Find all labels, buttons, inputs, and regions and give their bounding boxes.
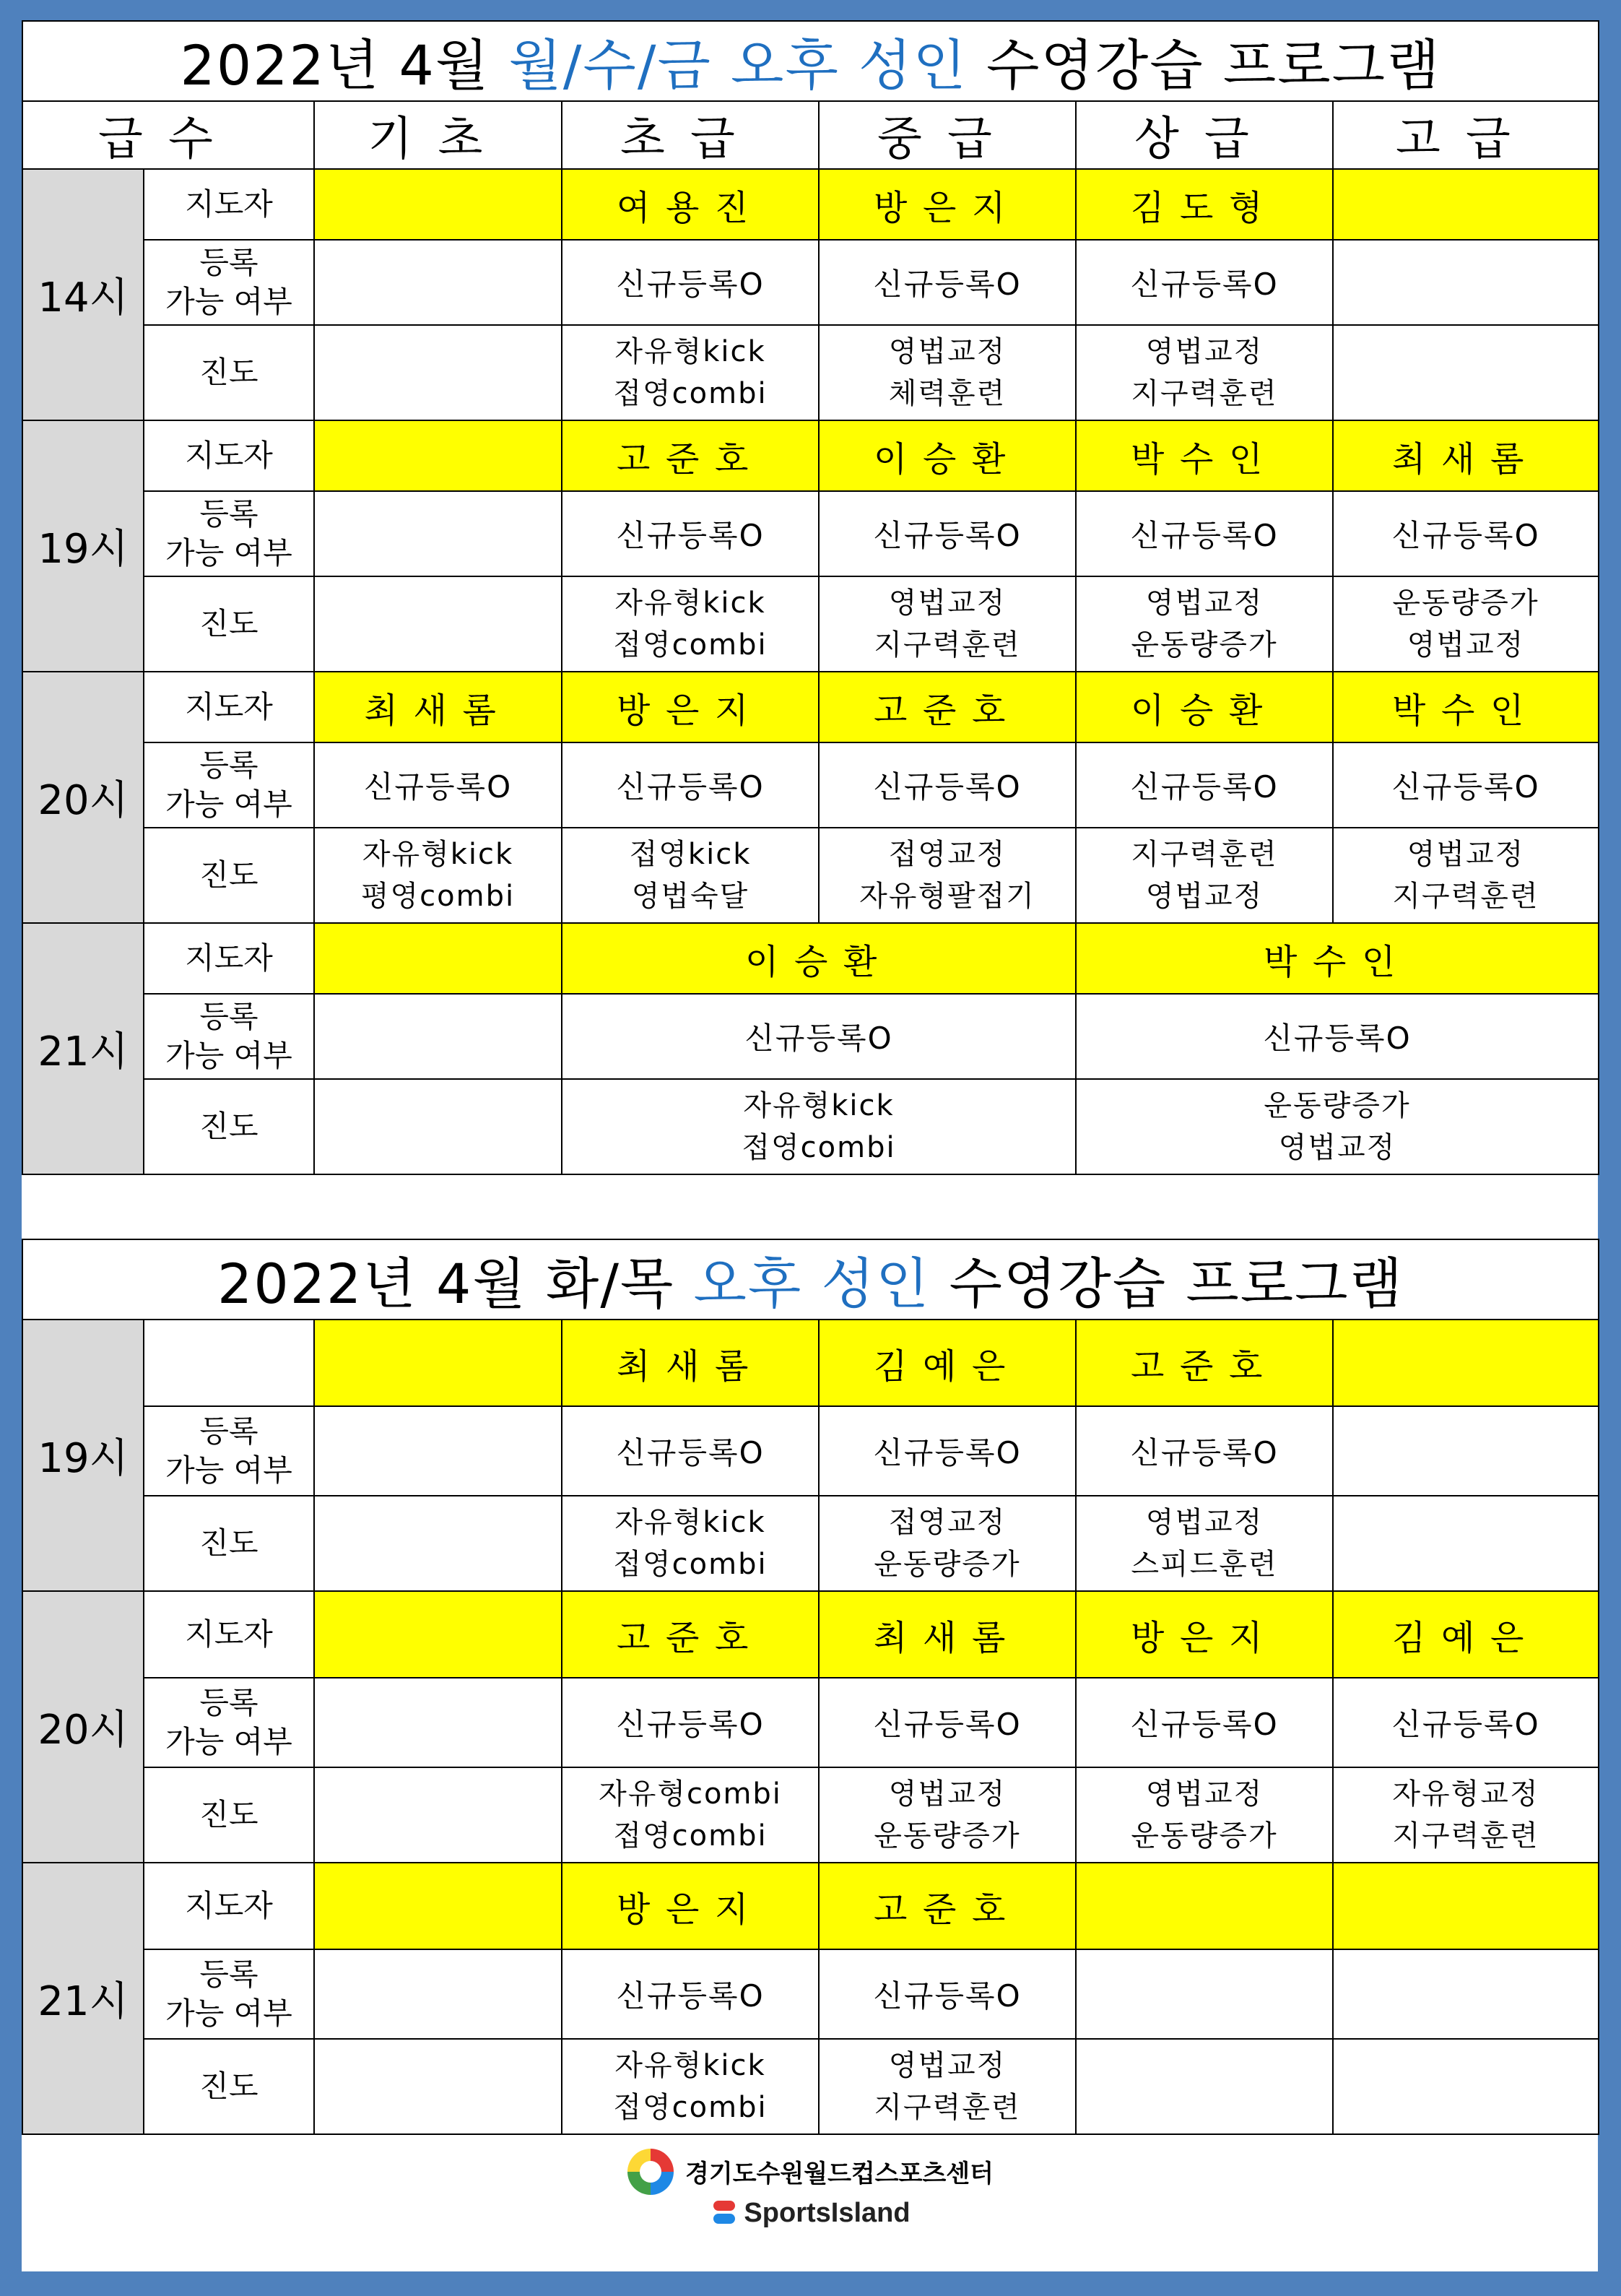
progress-cell: 자유형kick 접영combi: [562, 325, 819, 420]
progress-label: 진도: [144, 1496, 314, 1591]
registration-cell: 신규등록O: [562, 491, 819, 576]
progress-cell: 지구력훈련 영법교정: [1076, 828, 1333, 923]
section-spacer: [22, 1174, 1599, 1239]
registration-cell: [1076, 1949, 1333, 2039]
registration-cell: 신규등록O: [1076, 742, 1333, 828]
leader-cell: [314, 1591, 562, 1678]
registration-cell: 신규등록O: [1333, 742, 1599, 828]
progress-cell: [314, 1079, 562, 1174]
mwf-14-progress-row: [22, 325, 1599, 420]
tt-21-reg-row: [22, 1949, 1599, 2039]
header-upper: 상급: [1076, 101, 1333, 169]
leader-cell: 고준호: [819, 1863, 1076, 1949]
progress-cell: 자유형kick 접영combi: [562, 2039, 819, 2134]
registration-cell: 신규등록O: [819, 742, 1076, 828]
leader-cell: [314, 1320, 562, 1406]
progress-cell: [314, 1496, 562, 1591]
progress-cell: [314, 2039, 562, 2134]
schedule-sheet: [22, 20, 1598, 2271]
registration-cell: [314, 1678, 562, 1767]
level-header-row: [22, 101, 1599, 169]
registration-label: 등록 가능 여부: [144, 1949, 314, 2039]
progress-cell: 접영교정 자유형팔접기: [819, 828, 1076, 923]
mwf-19-reg-row: [22, 491, 1599, 576]
registration-cell: 신규등록O: [1076, 994, 1599, 1079]
leader-cell: 김예은: [819, 1320, 1076, 1406]
tt-20-progress-row: [22, 1767, 1599, 1863]
progress-label: 진도: [144, 828, 314, 923]
leader-cell: 최새롬: [314, 672, 562, 742]
registration-cell: [314, 1949, 562, 2039]
tt-title: [22, 1239, 1599, 1320]
registration-cell: 신규등록O: [819, 1678, 1076, 1767]
tt-title-suffix: 수영강습 프로그램: [930, 1252, 1404, 1316]
leader-cell: 이승환: [819, 420, 1076, 491]
registration-cell: 신규등록O: [819, 491, 1076, 576]
progress-cell: 접영교정 운동량증가: [819, 1496, 1076, 1591]
registration-cell: [314, 994, 562, 1079]
registration-cell: 신규등록O: [1076, 491, 1333, 576]
progress-cell: 자유형kick 접영combi: [562, 1079, 1076, 1174]
progress-cell: [1333, 2039, 1599, 2134]
leader-cell: 고준호: [1076, 1320, 1333, 1406]
leader-cell: 최새롬: [1333, 420, 1599, 491]
progress-cell: [314, 576, 562, 672]
tt-20-leader-row: [22, 1591, 1599, 1678]
progress-cell: [1333, 325, 1599, 420]
progress-label: 진도: [144, 1079, 314, 1174]
schedule-table: [22, 20, 1599, 2237]
sports-island-mark-icon: [710, 2199, 738, 2227]
progress-cell: 영법교정 운동량증가: [819, 1767, 1076, 1863]
registration-cell: 신규등록O: [819, 240, 1076, 325]
tt-19-progress-row: [22, 1496, 1599, 1591]
leader-cell: [1333, 1863, 1599, 1949]
registration-cell: 신규등록O: [562, 1678, 819, 1767]
progress-cell: [314, 325, 562, 420]
leader-cell: [314, 169, 562, 240]
mwf-14-leader-row: [22, 169, 1599, 240]
progress-cell: 운동량증가 영법교정: [1076, 1079, 1599, 1174]
time-slot: 21시: [22, 923, 144, 1174]
progress-cell: 자유형교정 지구력훈련: [1333, 1767, 1599, 1863]
header-level: 급수: [22, 101, 314, 169]
registration-cell: 신규등록O: [562, 240, 819, 325]
leader-cell: [1076, 1863, 1333, 1949]
registration-label: 등록 가능 여부: [144, 491, 314, 576]
leader-cell: [1333, 169, 1599, 240]
mwf-21-progress-row: [22, 1079, 1599, 1174]
time-slot: 19시: [22, 1320, 144, 1591]
registration-cell: 신규등록O: [562, 742, 819, 828]
leader-label: 지도자: [144, 420, 314, 491]
registration-cell: 신규등록O: [1076, 240, 1333, 325]
leader-label: [144, 1320, 314, 1406]
progress-cell: 영법교정 운동량증가: [1076, 576, 1333, 672]
registration-cell: 신규등록O: [1333, 491, 1599, 576]
time-slot: 20시: [22, 672, 144, 923]
registration-label: 등록 가능 여부: [144, 742, 314, 828]
progress-label: 진도: [144, 576, 314, 672]
mwf-title-highlight: 월/수/금 오후 성인: [508, 33, 968, 98]
time-slot: 21시: [22, 1863, 144, 2134]
mwf-title-prefix: 2022년 4월: [180, 33, 509, 98]
progress-cell: 영법교정 체력훈련: [819, 325, 1076, 420]
world-cup-ball-icon: [627, 2149, 674, 2195]
mwf-21-reg-row: [22, 994, 1599, 1079]
tt-title-prefix: 2022년 4월 화/목: [217, 1252, 694, 1316]
progress-cell: 자유형kick 접영combi: [562, 1496, 819, 1591]
tt-19-reg-row: [22, 1406, 1599, 1496]
leader-label: 지도자: [144, 1591, 314, 1678]
leader-cell: 최새롬: [562, 1320, 819, 1406]
leader-cell: 고준호: [562, 1591, 819, 1678]
progress-cell: 자유형kick 평영combi: [314, 828, 562, 923]
header-basic: 기초: [314, 101, 562, 169]
leader-label: 지도자: [144, 169, 314, 240]
leader-cell: [1333, 1320, 1599, 1406]
leader-cell: 박수인: [1333, 672, 1599, 742]
registration-cell: 신규등록O: [562, 1406, 819, 1496]
leader-cell: 여용진: [562, 169, 819, 240]
registration-cell: 신규등록O: [1076, 1678, 1333, 1767]
mwf-20-progress-row: [22, 828, 1599, 923]
progress-cell: 자유형kick 접영combi: [562, 576, 819, 672]
mwf-20-reg-row: [22, 742, 1599, 828]
progress-cell: 영법교정 지구력훈련: [1076, 325, 1333, 420]
registration-cell: [1333, 1406, 1599, 1496]
leader-cell: 고준호: [819, 672, 1076, 742]
registration-cell: 신규등록O: [1333, 1678, 1599, 1767]
time-slot: 20시: [22, 1591, 144, 1863]
tt-title-highlight: 오후 성인: [693, 1252, 931, 1316]
leader-cell: 이승환: [1076, 672, 1333, 742]
leader-cell: 박수인: [1076, 923, 1599, 994]
mwf-19-progress-row: [22, 576, 1599, 672]
time-slot: 19시: [22, 420, 144, 672]
progress-cell: 운동량증가 영법교정: [1333, 576, 1599, 672]
leader-label: 지도자: [144, 672, 314, 742]
leader-cell: 고준호: [562, 420, 819, 491]
registration-cell: 신규등록O: [314, 742, 562, 828]
progress-cell: 자유형combi 접영combi: [562, 1767, 819, 1863]
mwf-title: [22, 21, 1599, 101]
tt-20-reg-row: [22, 1678, 1599, 1767]
leader-cell: 방은지: [562, 1863, 819, 1949]
leader-cell: [314, 923, 562, 994]
header-advanced: 고급: [1333, 101, 1599, 169]
progress-label: 진도: [144, 2039, 314, 2134]
footer: [22, 2134, 1599, 2237]
leader-label: 지도자: [144, 1863, 314, 1949]
sports-island-logo: [22, 2198, 1599, 2229]
center-logo: [22, 2149, 1599, 2195]
registration-cell: [314, 240, 562, 325]
progress-cell: 영법교정 지구력훈련: [819, 2039, 1076, 2134]
registration-cell: [1333, 240, 1599, 325]
registration-cell: [314, 491, 562, 576]
registration-cell: 신규등록O: [819, 1949, 1076, 2039]
center-name: 경기도수원월드컵스포츠센터: [685, 2159, 994, 2188]
leader-label: 지도자: [144, 923, 314, 994]
registration-cell: [314, 1406, 562, 1496]
progress-cell: [1333, 1496, 1599, 1591]
registration-label: 등록 가능 여부: [144, 994, 314, 1079]
leader-cell: [314, 420, 562, 491]
tt-21-progress-row: [22, 2039, 1599, 2134]
leader-cell: [314, 1863, 562, 1949]
progress-label: 진도: [144, 1767, 314, 1863]
leader-cell: 방은지: [1076, 1591, 1333, 1678]
header-beginner: 초급: [562, 101, 819, 169]
tt-19-leader-row: [22, 1320, 1599, 1406]
registration-cell: 신규등록O: [562, 994, 1076, 1079]
mwf-20-leader-row: [22, 672, 1599, 742]
mwf-19-leader-row: [22, 420, 1599, 491]
registration-cell: 신규등록O: [819, 1406, 1076, 1496]
progress-cell: 영법교정 운동량증가: [1076, 1767, 1333, 1863]
progress-cell: [314, 1767, 562, 1863]
leader-cell: 방은지: [562, 672, 819, 742]
registration-cell: 신규등록O: [1076, 1406, 1333, 1496]
leader-cell: 박수인: [1076, 420, 1333, 491]
leader-cell: 김예은: [1333, 1591, 1599, 1678]
registration-cell: [1333, 1949, 1599, 2039]
registration-label: 등록 가능 여부: [144, 1678, 314, 1767]
brand-name: SportsIsland: [744, 2197, 911, 2228]
leader-cell: 이승환: [562, 923, 1076, 994]
header-intermediate: 중급: [819, 101, 1076, 169]
time-slot: 14시: [22, 169, 144, 420]
leader-cell: 방은지: [819, 169, 1076, 240]
mwf-21-leader-row: [22, 923, 1599, 994]
registration-cell: 신규등록O: [562, 1949, 819, 2039]
leader-cell: 최새롬: [819, 1591, 1076, 1678]
registration-label: 등록 가능 여부: [144, 1406, 314, 1496]
progress-label: 진도: [144, 325, 314, 420]
leader-cell: 김도형: [1076, 169, 1333, 240]
progress-cell: [1076, 2039, 1333, 2134]
mwf-14-reg-row: [22, 240, 1599, 325]
tt-21-leader-row: [22, 1863, 1599, 1949]
registration-label: 등록 가능 여부: [144, 240, 314, 325]
progress-cell: 접영kick 영법숙달: [562, 828, 819, 923]
progress-cell: 영법교정 지구력훈련: [1333, 828, 1599, 923]
progress-cell: 영법교정 스피드훈련: [1076, 1496, 1333, 1591]
progress-cell: 영법교정 지구력훈련: [819, 576, 1076, 672]
mwf-title-suffix: 수영강습 프로그램: [967, 33, 1441, 98]
